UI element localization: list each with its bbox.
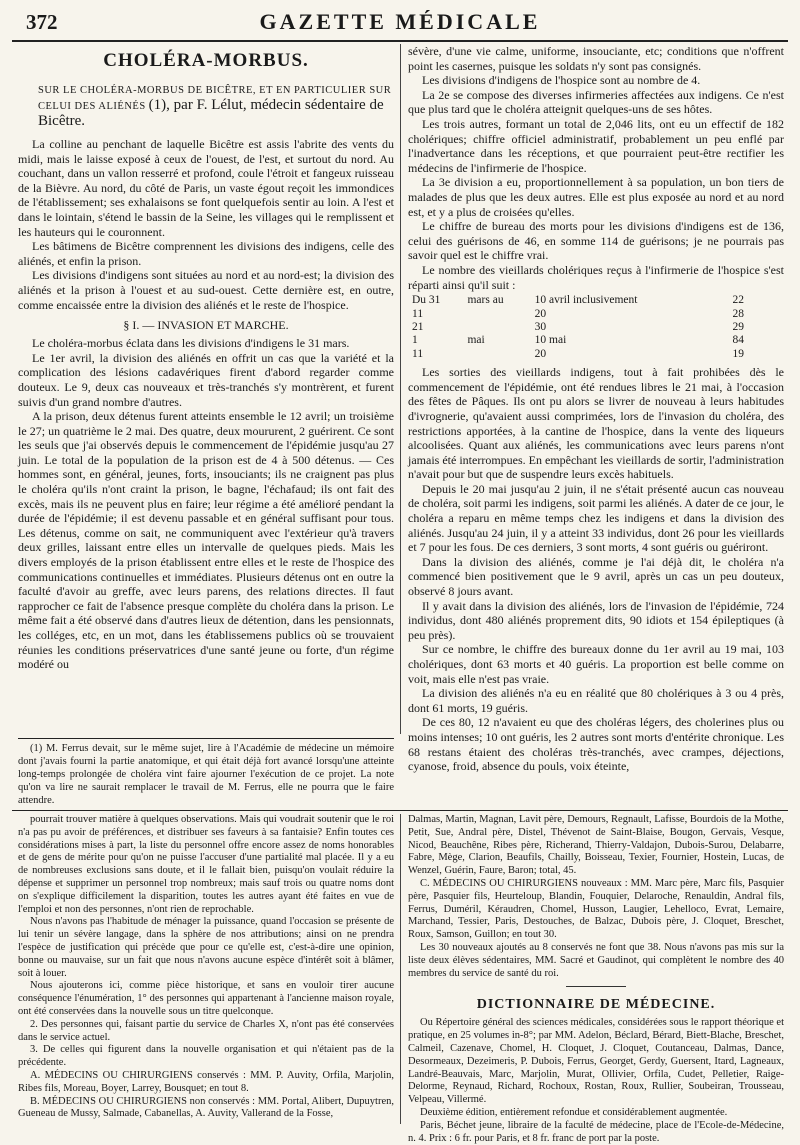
table-cell: 30: [534, 320, 547, 333]
paragraph: Dalmas, Martin, Magnan, Lavit père, Demours, Regnault, Lafisse, Bourdois de la Mothe, Petit, Sue, Andral père, Distel, Thévenot de Saint-Blaise, Bougon, Gervais, Vesque, Nicod, Beauchêne, Ribes père, Richerand, Thierry-Valdajon, Dubois-Surou, Delabarre, Fabre, Mège, Clarion, Beaufils, Chailly, Boisseau, Texier, Fournier, Hostein, Lucas, de Wenzel, Guérin, Faure, Baron; total, 45.: [408, 814, 784, 877]
paragraph: Nous n'avons pas l'habitude de ménager la puissance, quand l'occasion se présente de lui tenir un sévère langage, dans la sphère de nos attributions; ainsi on ne prendra l'espèce de justification qui précède que pour ce qu'elle est, c'est-à-dire une opinion, bonne ou mauvaise, sur un fait que nous n'avons aucune espèce d'intérêt soit à blâmer, soit à louer.: [18, 916, 394, 979]
table-cell: mars au: [467, 294, 504, 307]
paragraph: Les 30 nouveaux ajoutés au 8 conservés ne font que 38. Nous n'avons pas mis sur la liste deux élèves sédentaires, MM. Sacré et Gaudinot, qui complètent le nombre des 40 membres du service de santé du roi.: [408, 941, 784, 979]
lower-right-column: [408, 814, 784, 1144]
cholera-count-table: [408, 294, 784, 361]
paragraph: 3. De celles qui figurent dans la nouvelle organisation et qui n'étaient pas de la précédente.: [18, 1044, 394, 1069]
table-cell: 10 avril inclusivement: [534, 294, 638, 307]
paragraph: Les bâtimens de Bicêtre comprennent les divisions des indigens, celle des aliénés, et enfin la prison.: [18, 239, 394, 268]
paragraph: La 2e se compose des diverses infirmeries affectées aux indigens. Ce n'est que plus tard que le choléra atteignit quelques-uns de ses hôtes.: [408, 87, 784, 117]
footnote: [18, 742, 394, 808]
article-left-column: [18, 44, 394, 734]
paragraph: Les trois autres, formant un total de 2,046 lits, ont eu un effectif de 182 cholériques; chiffre officiel administratif, probablement un peu enflé par l'inadvertance dans les réceptions, et que pourraient peut-être rectifier les médecins de l'infirmerie de l'hospice.: [408, 116, 784, 175]
paragraph: La colline au penchant de laquelle Bicêtre est assis l'abrite des vents du midi, mais le laisse exposé à ceux de l'ouest, de l'est, et surtout du nord. Au couchant, dans un vallon resserré et profond, coule l'étroit et fangeux ruisseau de la Bièvre. Au nord, du côté de Paris, un vaste égout reçoit les immondices de l'établissement; ses exhalaisons se font quelquefois sentir au loin. A l'est et dans le lointain, s'étend le bassin de la Seine, les villages qui le remplissent et les hauteurs qui le couronnent.: [18, 137, 394, 239]
paragraph: Les sorties des vieillards indigens, tout à fait prohibées dès le commencement de l'épidémie, ont été rendues libres le 21 mai, à l'occasion des fêtes de Pâques. Ils ont pu alors se livrer de nouveau à leurs habitudes d'ivrognerie, qu'avaient aussi comprimées, lors de l'invasion du choléra, des restrictions apportées, à la cantine de l'hospice, dans la vente des liqueurs alcoolisées. Quant aux aliénés, les communications avec leurs parens n'ont jamais été interrompues. En empêchant les vieillards de sortir, l'administration n'avait pour but que de suspendre leurs excès habituels.: [408, 365, 784, 482]
paragraph: Il y avait dans la division des aliénés, lors de l'invasion de l'épidémie, 724 individus, dont 480 aliénés proprement dits, 90 idiots et 154 épileptiques (à peu près).: [408, 598, 784, 642]
dictionary-title: DICTIONNAIRE DE MÉDECINE.: [476, 997, 716, 1013]
lower-left-column: [18, 814, 394, 1124]
divider: [566, 986, 626, 987]
table-cell: 1: [412, 334, 418, 347]
paragraph: Deuxième édition, entièrement refondue et considérablement augmentée.: [420, 1106, 728, 1118]
paragraph: Le nombre des vieillards cholériques reçus à l'infirmerie de l'hospice s'est réparti ainsi qu'il suit :: [408, 262, 784, 292]
paragraph: De ces 80, 12 n'avaient eu que des choléras légers, des cholerines plus ou moins intenses; 10 ont guéris, les 2 autres sont morts d'entérite chronique. Les 68 restans étaient des choléras très-tranchés, avec crampes, déjections, cyanose, froid, absence du pouls, voix éteinte,: [408, 715, 784, 774]
article-subtitle: [38, 82, 394, 129]
paragraph: Les divisions d'indigens de l'hospice sont au nombre de 4.: [422, 73, 701, 88]
table-cell: 20: [534, 307, 547, 320]
section-rule: [12, 810, 788, 811]
paragraph: Le 1er avril, la division des aliénés en offrit un cas que la variété et la complication des lésions cadavériques firent d'abord regarder comme douteux. Le 9, deux cas nouveaux et très-tranchés s'y montrèrent, et furent suivis d'un grand nombre d'autres.: [18, 350, 394, 409]
table-row: [408, 294, 784, 307]
table-cell: 28: [732, 307, 744, 320]
table-cell: [463, 321, 530, 334]
paragraph: Le choléra-morbus éclata dans les divisions d'indigens le 31 mars.: [32, 336, 350, 351]
table-cell: 10 mai: [534, 334, 567, 347]
paragraph: 2. Des personnes qui, faisant partie du service de Charles X, n'ont pas été conservées dans le service actuel.: [18, 1018, 394, 1043]
paragraph: La 3e division a eu, proportionnellement à sa population, un bon tiers de malades de plus que les deux autres. Elle est plus exposée au nord et au nord est, et y a plus de croisées qu'elles.: [408, 175, 784, 219]
paragraph: Paris, Béchet jeune, libraire de la faculté de médecine, place de l'Ecole-de-Médecine, n. 4. Prix : 6 fr. pour Paris, et 8 fr. franc de port par la poste.: [408, 1119, 784, 1144]
page-header: [10, 8, 790, 38]
paragraph: Nous ajouterons ici, comme pièce historique, et sans en vouloir tirer aucune conséquence l'énumération, 1° des personnes qui appartenant à l'ancienne maison royale, ont été conservées dans la nouvelle sous un titre quelconque.: [18, 980, 394, 1017]
subtitle-small: SUR LE CHOLÉRA-MORBUS DE BICÊTRE, ET EN PARTICULIER SUR CELUI DES ALIÉNÉS: [38, 85, 392, 112]
paragraph: Dans la division des aliénés, comme je l'ai déjà dit, le choléra n'a commencé bien positivement que le 9 avril, après un cas un peu douteux, observé 8 jours avant.: [408, 554, 784, 599]
table-row: [408, 308, 784, 321]
subtitle-author: (1), par F. Lélut, médecin sédentaire de Bicêtre.: [38, 97, 384, 129]
article-right-column: [408, 44, 784, 808]
journal-title: GAZETTE MÉDICALE: [259, 9, 541, 34]
table-cell: 20: [534, 347, 547, 360]
table-cell: 21: [412, 320, 424, 333]
paragraph: La division des aliénés n'a eu en réalité que 80 cholériques à 3 ou 4 près, dont 61 morts, 19 guéris.: [408, 686, 784, 715]
article-title: CHOLÉRA-MORBUS.: [103, 50, 309, 71]
table-cell: 84: [732, 334, 744, 347]
paragraph: Ou Répertoire général des sciences médicales, considérées sous le rapport théorique et pratique, en 25 volumes in-8°; par MM. Adelon, Béclard, Bérard, Biett-Blache, Breschet, Calmeil, Cazenave, Chomel, H. Cloquet, J. Cloquet, Coutanceau, Dalmas, Dance, Desormeaux, Dezeimeris, P. Dubois, Ferrus, Georget, Gerdy, Guersent, Itard, Lagneaux, Landré-Beauvais, Marc, Marjolin, Murat, Ollivier, Orfila, Cudet, Pelletier, Raige-Delorme, Reynaud, Richard, Rochoux, Rostan, Roux, Rullier, Soubeiran, Trousseau, Velpeau, Villermé.: [408, 1017, 784, 1106]
table-cell: Du 31: [412, 294, 441, 307]
paragraph: Le chiffre de bureau des morts pour les divisions d'indigens est de 136, celui des guérisons de 46, en somme 114 de guérisons; je ne pourrais pas savoir quel est le chiffre vrai.: [408, 219, 784, 263]
table-cell: 19: [732, 347, 744, 360]
paragraph: Les divisions d'indigens sont situées au nord et au nord-est; la division des aliénés et la prison à l'ouest et au sud-ouest. Cette dernière est, en outre, comme encaissée entre la division des aliénés et le reste de l'hospice.: [18, 268, 394, 312]
table-row: [408, 334, 784, 347]
paragraph: C. MÉDECINS OU CHIRURGIENS nouveaux : MM. Marc père, Marc fils, Pasquier père, Pasquier fils, Heurteloup, Blandin, Fouquier, Delaroche, Renauldin, Andral fils, Ferrus, Duméril, Kéraudren, Chomel, Husson, Laugier, Lehelloco, Evrat, Lemaire, Marchand, Tessier, Paris, Destouches, de Balzac, Dubois père, J. Cloquet, Breschet, Roux, Samson, Guillon; en tout 30.: [408, 877, 784, 941]
section-heading: § I. — INVASION ET MARCHE.: [123, 318, 289, 333]
paragraph: A la prison, deux détenus furent atteints ensemble le 12 avril; un troisième le 27; un quatrième le 2 mai. Des quatre, deux moururent, 2 guérirent. Ce sont les seuls que j'ai observés depuis le commencement de l'épidémie jusqu'au 27 juin. Le total de la population de la prison est de 4 à 500 détenus. — Ces hommes sont, en général, jeunes, forts, insouciants; ils ne craignent pas plus le choléra qu'ils n'ont craint la prison, le bagne, l'échafaud; ils ont fait des excès, mais ils ne peuvent plus en faire; leur régime a été amélioré pendant la durée de l'épidémie; il est devenu passable et en général suffisant pour tous. Les détenus, comme on sait, ne communiquent avec l'extérieur qu'à travers deux grilles, laissant entre elles un intervalle de quelques pieds. Mais les divers employés de la prison établissent entre elles et le reste de l'hospice des communications continuelles et immédiates. Plusieurs détenus ont en outre la faculté d'avoir au greffe, avec leurs parens, des relations directes. Il faut rapprocher ce fait de l'absence presque complète du choléra dans la prison. Le même fait a été observé dans d'autres lieux de détention, dans les pensionnats, les colléges, etc, en un mot, dans les établissemens publics où se trouvaient réunies les conditions préservatrices d'une santé jeune ou forte, d'un régime modéré ou: [18, 409, 394, 672]
page-number: 372: [26, 10, 58, 34]
table-cell: [463, 348, 530, 361]
table-cell: 29: [732, 320, 744, 333]
table-cell: mai: [467, 334, 485, 347]
paragraph: sévère, d'une vie calme, uniforme, insouciante, etc; conditions que n'offrent point les casernes, puisque les soldats n'y sont pas consignés.: [408, 44, 784, 73]
footnote-rule: [18, 738, 394, 739]
paragraph: A. MÉDECINS OU CHIRURGIENS conservés : MM. P. Auvity, Orfila, Marjolin, Ribes fils, Moreau, Boyer, Larrey, Bousquet; en tout 8.: [18, 1069, 394, 1094]
table-cell: [463, 308, 530, 321]
header-rule: [12, 40, 788, 42]
paragraph: Depuis le 20 mai jusqu'au 2 juin, il ne s'était présenté aucun cas nouveau de choléra, soit parmi les indigens, soit parmi les aliénés. A dater de ce jour, le choléra a reparu en même temps chez les indigens et dans la division des aliénés. Jusqu'au 24 juin, il y a atteint 33 individus, dont 26 pour les vieillards et 7 pour les fous. De ces derniers, 3 sont morts, 4 sont guéris ou guériront.: [408, 481, 784, 555]
paragraph: Sur ce nombre, le chiffre des bureaux donne du 1er avril au 19 mai, 103 cholériques, dont 63 morts et 40 guéris. La proportion est belle comme on voit, mais elle n'est pas vraie.: [408, 642, 784, 686]
table-row: [408, 321, 784, 334]
column-divider: [400, 44, 401, 734]
table-cell: 22: [732, 294, 744, 307]
paragraph: pourrait trouver matière à quelques observations. Mais qui voudrait soutenir que le roi n'a pas pu avoir de préférences, et distribuer ses faveurs à sa fantaisie? Enfin toutes ces considérations mises à part, la liste du personnel offre encore assez de noms honorables et de gens de mérite pour qu'on ne puisse l'accuser d'une partialité mal placée. Il y a eu de nombreuses exclusions sans doute, et il le fallait bien, puisqu'on voulait réduire la dépense et supprimer un personnel trop nombreux; mais sauf trois ou quatre noms dont on s'explique difficilement la disparition, toutes les autres ayant été faites en vue de l'emploi et non des personnes, n'ont rien de reprochable.: [18, 814, 394, 915]
footnote-text: (1) M. Ferrus devait, sur le même sujet, lire à l'Académie de médecine un mémoire dont j'avais fourni la partie anatomique, et qui était déjà fort avancé lorsqu'une atteinte long-temps prolongée de choléra vint faire ajourner l'exécution de ce projet. La note qu'on va lire ne saurait remplacer le travail de M. Ferrus, elle ne pourra que le faire attendre.: [18, 743, 394, 806]
table-row: [408, 348, 784, 361]
table-cell: 11: [412, 307, 424, 320]
paragraph: B. MÉDECINS OU CHIRURGIENS non conservés : MM. Portal, Alibert, Dupuytren, Gueneau de Mussy, Salmade, Cabanellas, A. Auvity, Vallerand de la Fosse,: [18, 1095, 394, 1120]
column-divider: [400, 814, 401, 1124]
table-cell: 11: [412, 347, 424, 360]
